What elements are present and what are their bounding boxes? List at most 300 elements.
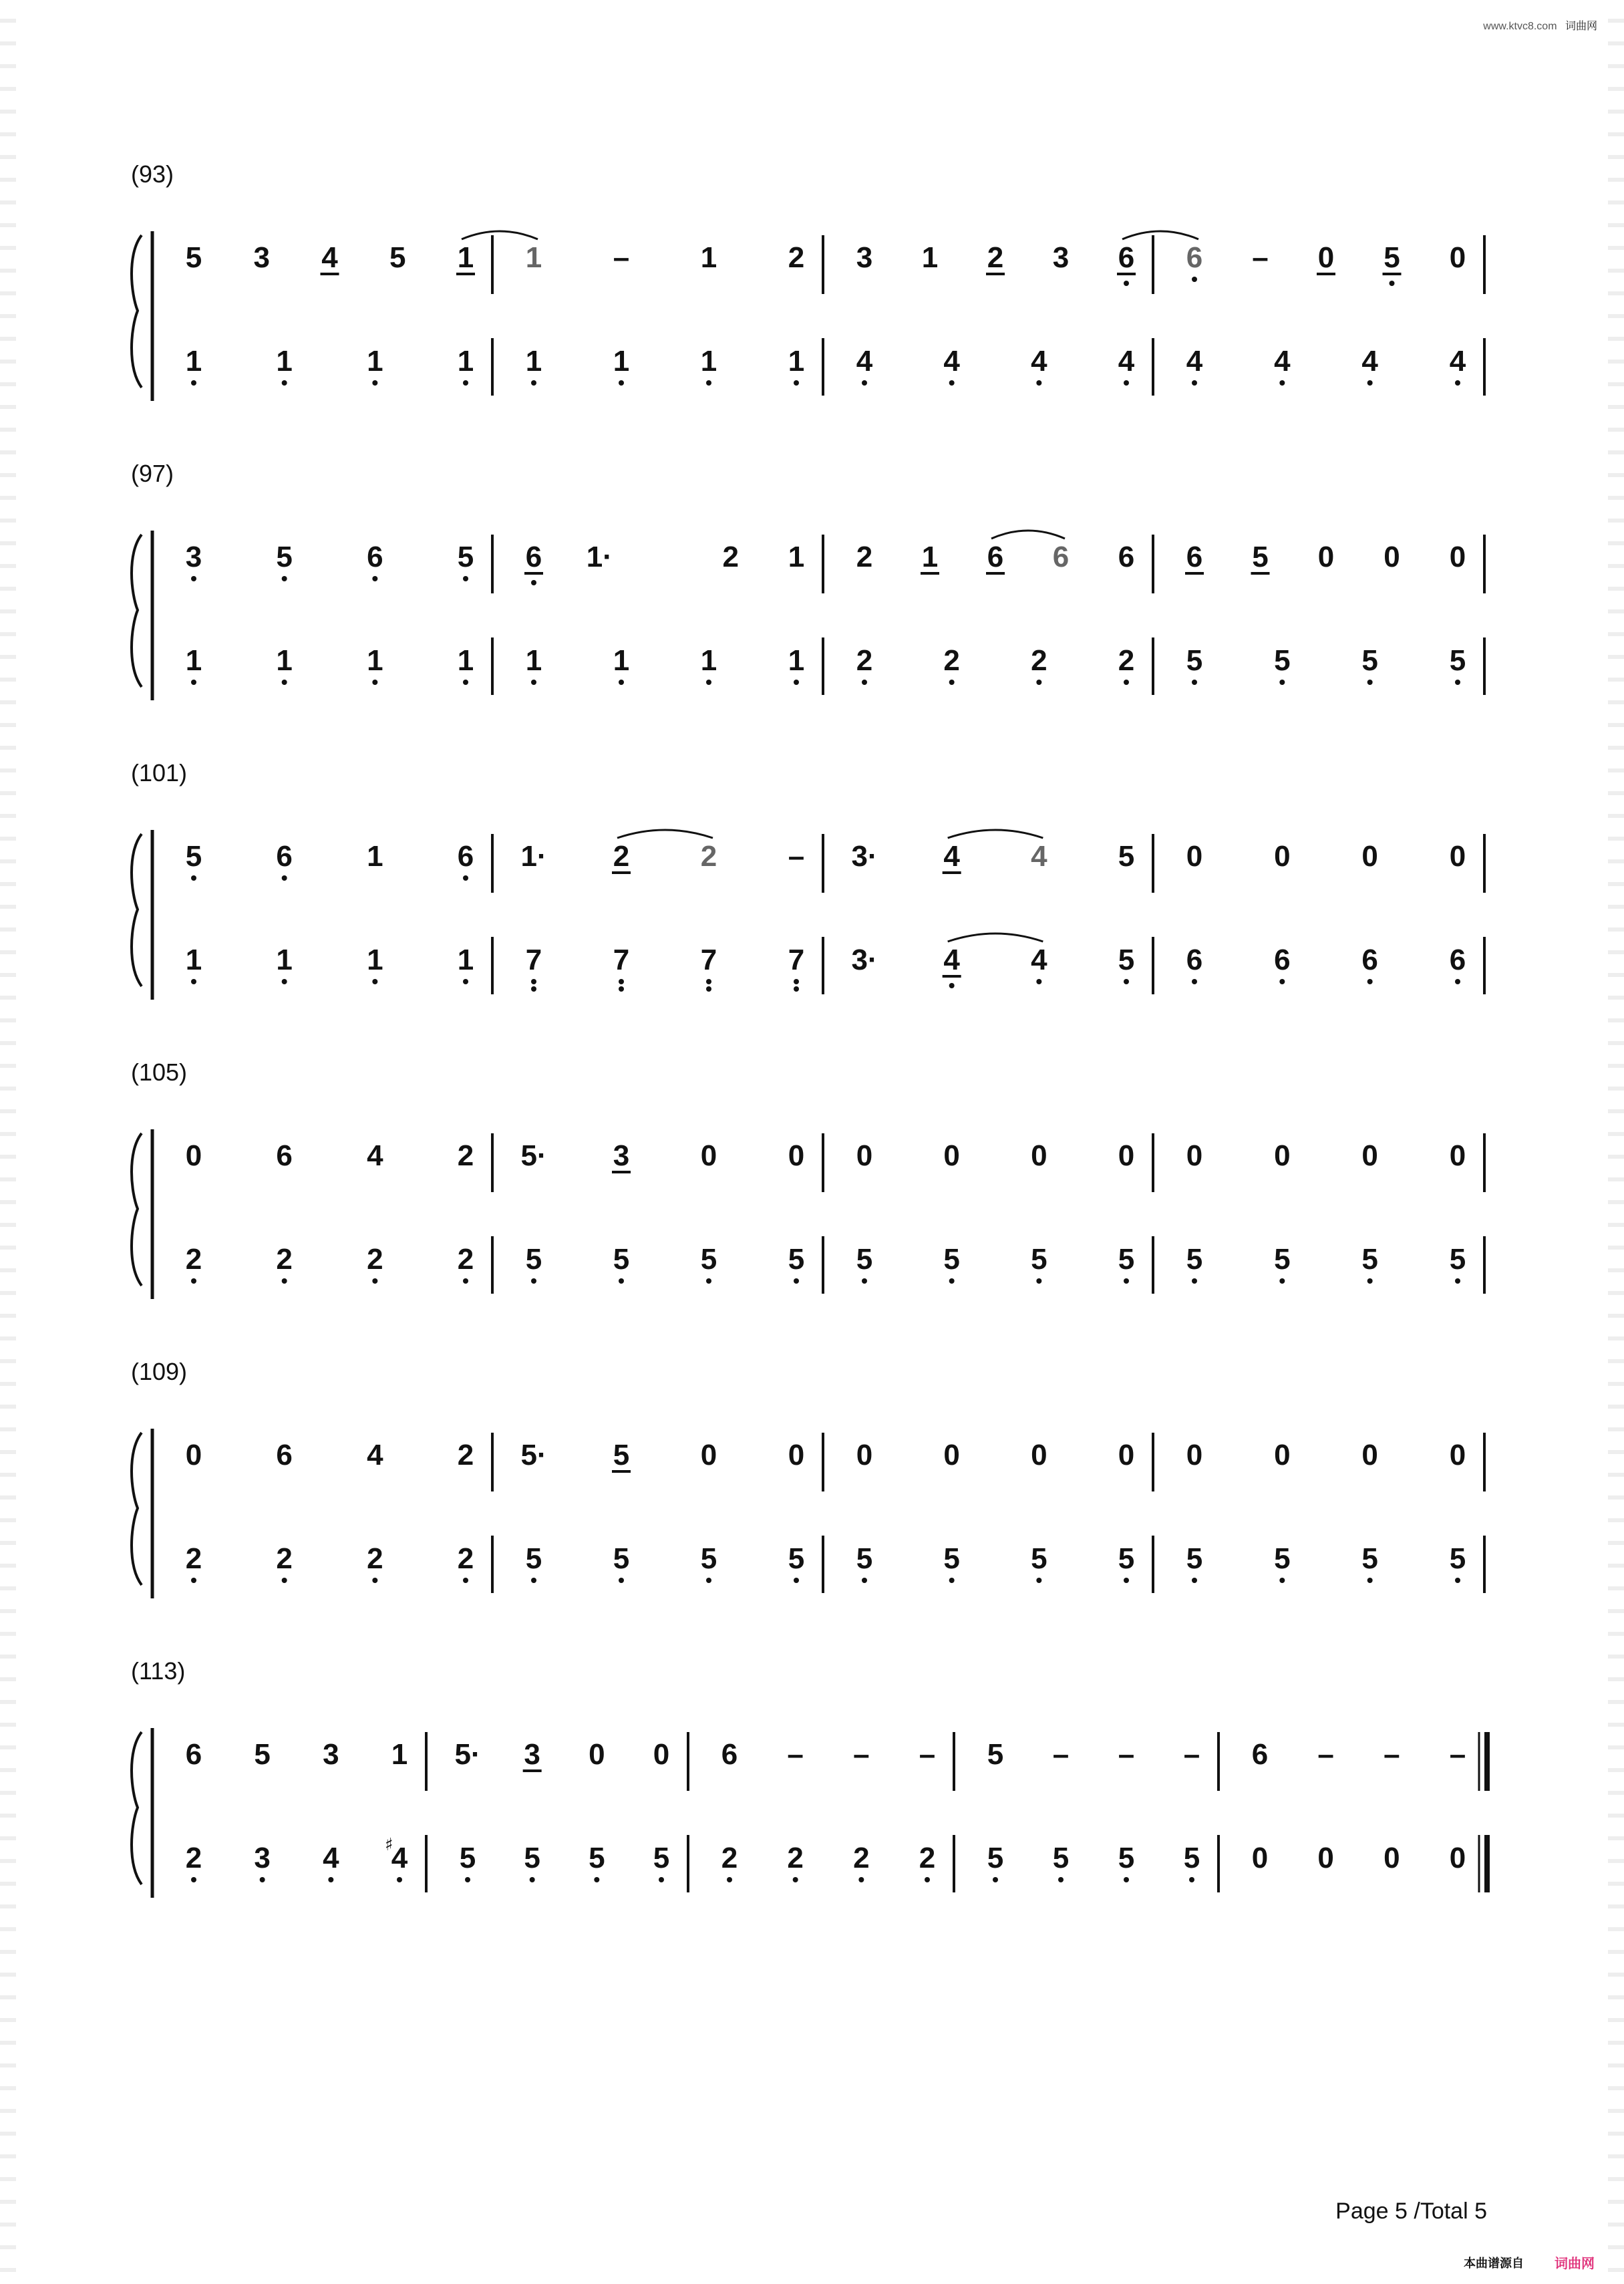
note-digit: 0 <box>788 1139 805 1172</box>
treble-note <box>1053 541 1069 573</box>
octave-dot <box>1390 281 1395 286</box>
note-digit: – <box>1317 1738 1334 1771</box>
note-digit: 4 <box>856 345 873 378</box>
octave-dot <box>1036 680 1041 685</box>
note-digit: 2 <box>856 644 873 677</box>
note-digit: 4 <box>943 345 960 378</box>
octave-dot <box>191 380 196 386</box>
bass-note <box>919 1842 935 1882</box>
note-digit: 0 <box>1317 241 1335 274</box>
bass-note <box>1031 644 1047 685</box>
note-digit: 0 <box>1449 541 1466 573</box>
bass-note <box>458 1243 474 1284</box>
treble-note <box>1251 541 1270 573</box>
treble-note <box>1274 840 1290 873</box>
treble-note <box>526 241 542 274</box>
note-digit: 5 <box>613 1542 630 1575</box>
treble-note <box>1450 1139 1466 1172</box>
treble-note <box>520 840 546 873</box>
treble-note <box>1252 1738 1268 1771</box>
treble-note <box>1384 1738 1400 1771</box>
octave-dot <box>463 1278 468 1284</box>
octave-dot <box>619 380 624 386</box>
bass-note <box>856 345 873 386</box>
note-digit: 5 <box>1449 1542 1466 1575</box>
note-digit: 5· <box>454 1738 481 1771</box>
treble-note <box>1186 1439 1202 1471</box>
bass-note <box>276 345 292 386</box>
note-digit: 1 <box>525 241 542 274</box>
treble-note <box>701 1439 717 1471</box>
note-digit: 1 <box>613 644 630 677</box>
note-digit: 5 <box>1361 1542 1378 1575</box>
note-digit: 1 <box>276 644 293 677</box>
note-digit: – <box>1052 1738 1070 1771</box>
octave-dot <box>1192 380 1197 386</box>
octave-dot <box>862 680 867 685</box>
bass-note <box>613 944 629 992</box>
note-digit: 1 <box>788 541 805 573</box>
octave-dot <box>191 576 196 581</box>
note-digit: 5 <box>1052 1842 1070 1874</box>
bass-note <box>276 944 292 984</box>
note-digit: 2 <box>987 241 1004 274</box>
octave-dot <box>1036 1578 1041 1583</box>
note-digit: 1 <box>367 840 383 873</box>
note-digit: 0 <box>1186 840 1203 873</box>
note-digit: – <box>788 840 805 873</box>
note-digit: 1 <box>700 241 717 274</box>
treble-note <box>612 1139 631 1172</box>
note-digit: 5 <box>459 1842 476 1874</box>
octave-dot <box>531 580 536 585</box>
note-digit: 0 <box>700 1439 717 1471</box>
treble-note <box>1053 241 1069 274</box>
octave-dot <box>1036 380 1041 386</box>
bass-note <box>1118 1542 1134 1583</box>
octave-dot <box>531 1578 536 1583</box>
note-digit: 6 <box>1186 541 1203 573</box>
note-digit: 5 <box>987 1738 1004 1771</box>
bass-note <box>526 944 542 992</box>
note-digit: 2 <box>185 1243 202 1276</box>
treble-note <box>367 541 383 581</box>
bass-note <box>1274 1542 1290 1583</box>
treble-note <box>1384 541 1400 573</box>
bass-note <box>1053 1842 1069 1882</box>
score-staff <box>0 187 1624 428</box>
treble-note <box>367 1439 383 1471</box>
octave-dot <box>1455 1278 1460 1284</box>
note-digit: 4 <box>1031 944 1047 976</box>
bass-note <box>701 644 717 685</box>
octave-dot <box>1124 1578 1129 1583</box>
octave-dot <box>282 979 287 984</box>
treble-note <box>1118 1439 1134 1471</box>
treble-note <box>1361 1139 1377 1172</box>
octave-dot <box>1036 979 1041 984</box>
note-digit: 3· <box>851 944 878 976</box>
treble-note <box>276 1439 292 1471</box>
treble-note <box>523 1738 542 1771</box>
octave-dot <box>463 979 468 984</box>
bass-note <box>788 1542 804 1583</box>
bass-note <box>186 944 202 984</box>
measure-number: (97) <box>131 460 174 487</box>
note-digit: 6 <box>276 840 293 873</box>
bass-note <box>943 934 1043 988</box>
note-digit: 5 <box>1118 1243 1135 1276</box>
octave-dot <box>619 680 624 685</box>
note-digit: 5· <box>520 1139 547 1172</box>
note-digit: 6 <box>185 1738 202 1771</box>
note-digit: 1 <box>276 944 293 976</box>
bass-note <box>524 1842 540 1882</box>
bass-note <box>943 345 960 386</box>
octave-dot <box>706 1578 711 1583</box>
bass-note <box>613 345 629 386</box>
octave-dot <box>1124 380 1129 386</box>
octave-dot <box>1367 979 1373 984</box>
note-digit: 4 <box>1449 345 1466 378</box>
note-digit: 5 <box>943 1243 960 1276</box>
note-digit: 0 <box>1186 1439 1203 1471</box>
note-digit: 2 <box>367 1243 383 1276</box>
note-digit: 1· <box>586 541 613 573</box>
bass-note <box>526 1243 542 1284</box>
note-digit: 5 <box>1118 1542 1135 1575</box>
score-staff <box>0 1385 1624 1625</box>
note-digit: 2 <box>700 840 717 873</box>
brace-icon <box>132 1732 142 1884</box>
octave-dot <box>706 986 711 992</box>
octave-dot <box>531 979 536 984</box>
bass-note <box>1317 1842 1333 1874</box>
note-digit: 3 <box>1052 241 1070 274</box>
note-digit: 6 <box>1251 1738 1269 1771</box>
note-digit: 1 <box>185 944 202 976</box>
measure-number: (101) <box>131 759 188 787</box>
octave-dot <box>1192 680 1197 685</box>
note-digit: 0 <box>1274 1139 1291 1172</box>
bass-note <box>613 1542 629 1583</box>
octave-dot <box>463 576 468 581</box>
bass-note <box>526 345 542 386</box>
bass-note <box>787 1842 803 1882</box>
note-digit: 6 <box>367 541 383 573</box>
note-digit: 5 <box>1274 1243 1291 1276</box>
bass-note <box>1274 644 1290 685</box>
tie-icon <box>948 830 1043 838</box>
octave-dot <box>949 1278 955 1284</box>
treble-note <box>276 541 292 581</box>
brace-icon <box>132 1433 142 1585</box>
note-digit: 4 <box>367 1439 383 1471</box>
note-digit: 2 <box>457 1542 474 1575</box>
note-digit: 0 <box>943 1439 960 1471</box>
octave-dot <box>282 380 287 386</box>
bass-note <box>653 1842 669 1882</box>
bass-note <box>1186 1243 1202 1284</box>
note-digit: – <box>1449 1738 1466 1771</box>
bass-note <box>856 1243 872 1284</box>
note-digit: 0 <box>1031 1439 1047 1471</box>
bass-note <box>1361 1243 1377 1284</box>
score-staff <box>0 1085 1624 1326</box>
treble-note <box>186 840 202 881</box>
note-digit: 6 <box>987 541 1004 573</box>
octave-dot <box>282 875 287 881</box>
tie-icon <box>617 830 713 838</box>
bass-note <box>186 345 202 386</box>
note-digit: 6 <box>276 1139 293 1172</box>
note-digit: 5 <box>1274 1542 1291 1575</box>
note-digit: 3· <box>851 840 878 873</box>
octave-dot <box>794 380 799 386</box>
treble-note <box>788 541 804 573</box>
octave-dot <box>1192 1278 1197 1284</box>
bass-note <box>1118 644 1134 685</box>
treble-note <box>701 241 717 274</box>
treble-note <box>1450 241 1466 274</box>
score-staff <box>0 1684 1624 1924</box>
octave-dot <box>1124 979 1129 984</box>
bass-note <box>1450 644 1466 685</box>
note-digit: 0 <box>1274 840 1291 873</box>
bass-note <box>276 644 292 685</box>
note-digit: 1· <box>520 840 547 873</box>
treble-note <box>653 1738 669 1771</box>
treble-note <box>856 241 872 274</box>
treble-note <box>454 1738 480 1771</box>
octave-dot <box>858 1877 864 1882</box>
octave-dot <box>862 380 867 386</box>
treble-note <box>1450 1738 1466 1771</box>
note-digit: 0 <box>1251 1842 1269 1874</box>
treble-note <box>1118 840 1134 873</box>
octave-dot <box>372 979 377 984</box>
bass-note <box>186 1542 202 1583</box>
treble-note <box>458 1439 474 1471</box>
note-digit: 6 <box>1186 241 1203 274</box>
treble-note <box>1031 1139 1047 1172</box>
treble-note <box>1184 1738 1200 1771</box>
octave-dot <box>619 986 624 992</box>
treble-note <box>788 241 804 274</box>
treble-note <box>851 840 877 873</box>
note-digit: 5 <box>700 1542 717 1575</box>
note-digit: 7 <box>613 944 630 976</box>
bass-note <box>385 1835 408 1882</box>
treble-note <box>919 1738 935 1771</box>
bass-note <box>186 644 202 685</box>
treble-note <box>921 541 939 573</box>
note-digit: 1 <box>525 345 542 378</box>
bass-note <box>458 345 474 386</box>
octave-dot <box>1192 277 1197 282</box>
treble-note <box>1053 1738 1069 1771</box>
treble-note <box>986 241 1005 274</box>
note-digit: 6 <box>1361 944 1378 976</box>
treble-note <box>788 1139 804 1172</box>
treble-note <box>458 541 474 581</box>
octave-dot <box>727 1877 732 1882</box>
note-digit: 0 <box>1384 1842 1400 1874</box>
note-digit: 0 <box>589 1738 605 1771</box>
note-digit: 5 <box>1186 1243 1203 1276</box>
measure-number: (109) <box>131 1358 188 1385</box>
note-digit: 1 <box>700 345 717 378</box>
octave-dot <box>794 1578 799 1583</box>
note-digit: 1 <box>276 345 293 378</box>
bass-note <box>526 1542 542 1583</box>
octave-dot <box>282 576 287 581</box>
octave-dot <box>794 680 799 685</box>
note-digit: 0 <box>1317 541 1335 573</box>
note-digit: 2 <box>185 1842 202 1874</box>
treble-note <box>1317 1738 1333 1771</box>
note-digit: 6 <box>457 840 474 873</box>
octave-dot <box>1279 680 1285 685</box>
treble-note <box>1317 241 1335 274</box>
octave-dot <box>531 1278 536 1284</box>
note-digit: 2 <box>853 1842 870 1874</box>
treble-note <box>520 1439 546 1471</box>
octave-dot <box>619 979 624 984</box>
bass-note <box>1361 1542 1377 1583</box>
note-digit: 1 <box>457 241 474 274</box>
octave-dot <box>1189 1877 1194 1882</box>
note-digit: 0 <box>943 1139 960 1172</box>
note-digit: 3 <box>323 1738 339 1771</box>
note-digit: 2 <box>919 1842 936 1874</box>
tie-icon <box>991 531 1065 539</box>
measure-number: (113) <box>131 1657 186 1685</box>
note-digit: 6 <box>1118 541 1135 573</box>
bass-note <box>943 1243 959 1284</box>
octave-dot <box>191 1578 196 1583</box>
treble-note <box>943 1139 959 1172</box>
note-digit: 5 <box>1449 1243 1466 1276</box>
bass-note <box>458 644 474 685</box>
treble-note <box>1186 241 1202 282</box>
bass-note <box>701 1243 717 1284</box>
octave-dot <box>372 1578 377 1583</box>
note-digit: 0 <box>1186 1139 1203 1172</box>
note-digit: 2 <box>276 1243 293 1276</box>
treble-note <box>520 1139 546 1172</box>
octave-dot <box>1279 1278 1285 1284</box>
score-system <box>0 1657 1624 1924</box>
octave-dot <box>706 680 711 685</box>
note-digit: 1 <box>185 345 202 378</box>
treble-note <box>856 1139 872 1172</box>
treble-note <box>389 241 405 274</box>
treble-note <box>323 1738 339 1771</box>
octave-dot <box>372 380 377 386</box>
note-digit: 5 <box>1449 644 1466 677</box>
octave-dot <box>993 1877 998 1882</box>
bass-note <box>186 1842 202 1882</box>
bass-note <box>276 1243 292 1284</box>
octave-dot <box>1279 380 1285 386</box>
treble-note <box>367 840 383 873</box>
octave-dot <box>1192 979 1197 984</box>
treble-note <box>701 1139 717 1172</box>
note-digit: 2 <box>722 541 739 573</box>
note-digit: 7 <box>700 944 717 976</box>
treble-note <box>1383 241 1402 286</box>
note-digit: 5· <box>520 1439 547 1471</box>
brace-icon <box>132 535 142 687</box>
note-digit: 5 <box>1186 644 1203 677</box>
octave-dot <box>463 380 468 386</box>
octave-dot <box>328 1877 333 1882</box>
brace-icon <box>132 834 142 986</box>
treble-note <box>186 1139 202 1172</box>
note-digit: 5 <box>1252 541 1269 573</box>
octave-dot <box>282 680 287 685</box>
note-digit: 5 <box>525 1542 542 1575</box>
treble-note <box>589 1738 605 1771</box>
note-digit: 3 <box>613 1139 630 1172</box>
score-staff <box>0 786 1624 1026</box>
bass-note <box>1184 1842 1200 1882</box>
octave-dot <box>531 986 536 992</box>
treble-note <box>276 840 292 881</box>
note-digit: – <box>1118 1738 1135 1771</box>
bass-note <box>1186 644 1202 685</box>
note-digit: 4 <box>321 241 338 274</box>
bass-note <box>987 1842 1003 1882</box>
octave-dot <box>1124 1278 1129 1284</box>
measure-number: (105) <box>131 1058 188 1086</box>
bass-note <box>1450 1542 1466 1583</box>
bass-note <box>1450 1243 1466 1284</box>
treble-note <box>1252 241 1268 274</box>
note-digit: – <box>919 1738 936 1771</box>
note-digit: 6 <box>525 541 542 573</box>
note-digit: 7 <box>525 944 542 976</box>
treble-note <box>1450 840 1466 873</box>
octave-dot <box>862 1278 867 1284</box>
note-digit: 0 <box>856 1139 873 1172</box>
bass-note <box>1118 1243 1134 1284</box>
bass-note <box>526 644 542 685</box>
octave-dot <box>260 1877 265 1882</box>
octave-dot <box>925 1877 930 1882</box>
note-digit: 4 <box>391 1842 408 1874</box>
bass-note <box>1118 345 1135 386</box>
note-digit: 0 <box>1449 1439 1466 1471</box>
bass-note <box>943 1542 959 1583</box>
octave-dot <box>1124 680 1129 685</box>
note-digit: 5 <box>185 840 202 873</box>
octave-dot <box>191 1877 196 1882</box>
brace-icon <box>132 235 142 388</box>
note-digit: 5 <box>1186 1542 1203 1575</box>
bass-note <box>1274 944 1290 984</box>
note-digit: 5 <box>1384 241 1400 274</box>
measure-number: (93) <box>131 160 174 188</box>
octave-dot <box>619 1578 624 1583</box>
note-digit: 5 <box>943 1542 960 1575</box>
octave-dot <box>1367 680 1373 685</box>
bass-note <box>701 944 717 992</box>
bass-note <box>367 345 383 386</box>
treble-note <box>613 241 629 274</box>
octave-dot <box>1124 281 1129 286</box>
